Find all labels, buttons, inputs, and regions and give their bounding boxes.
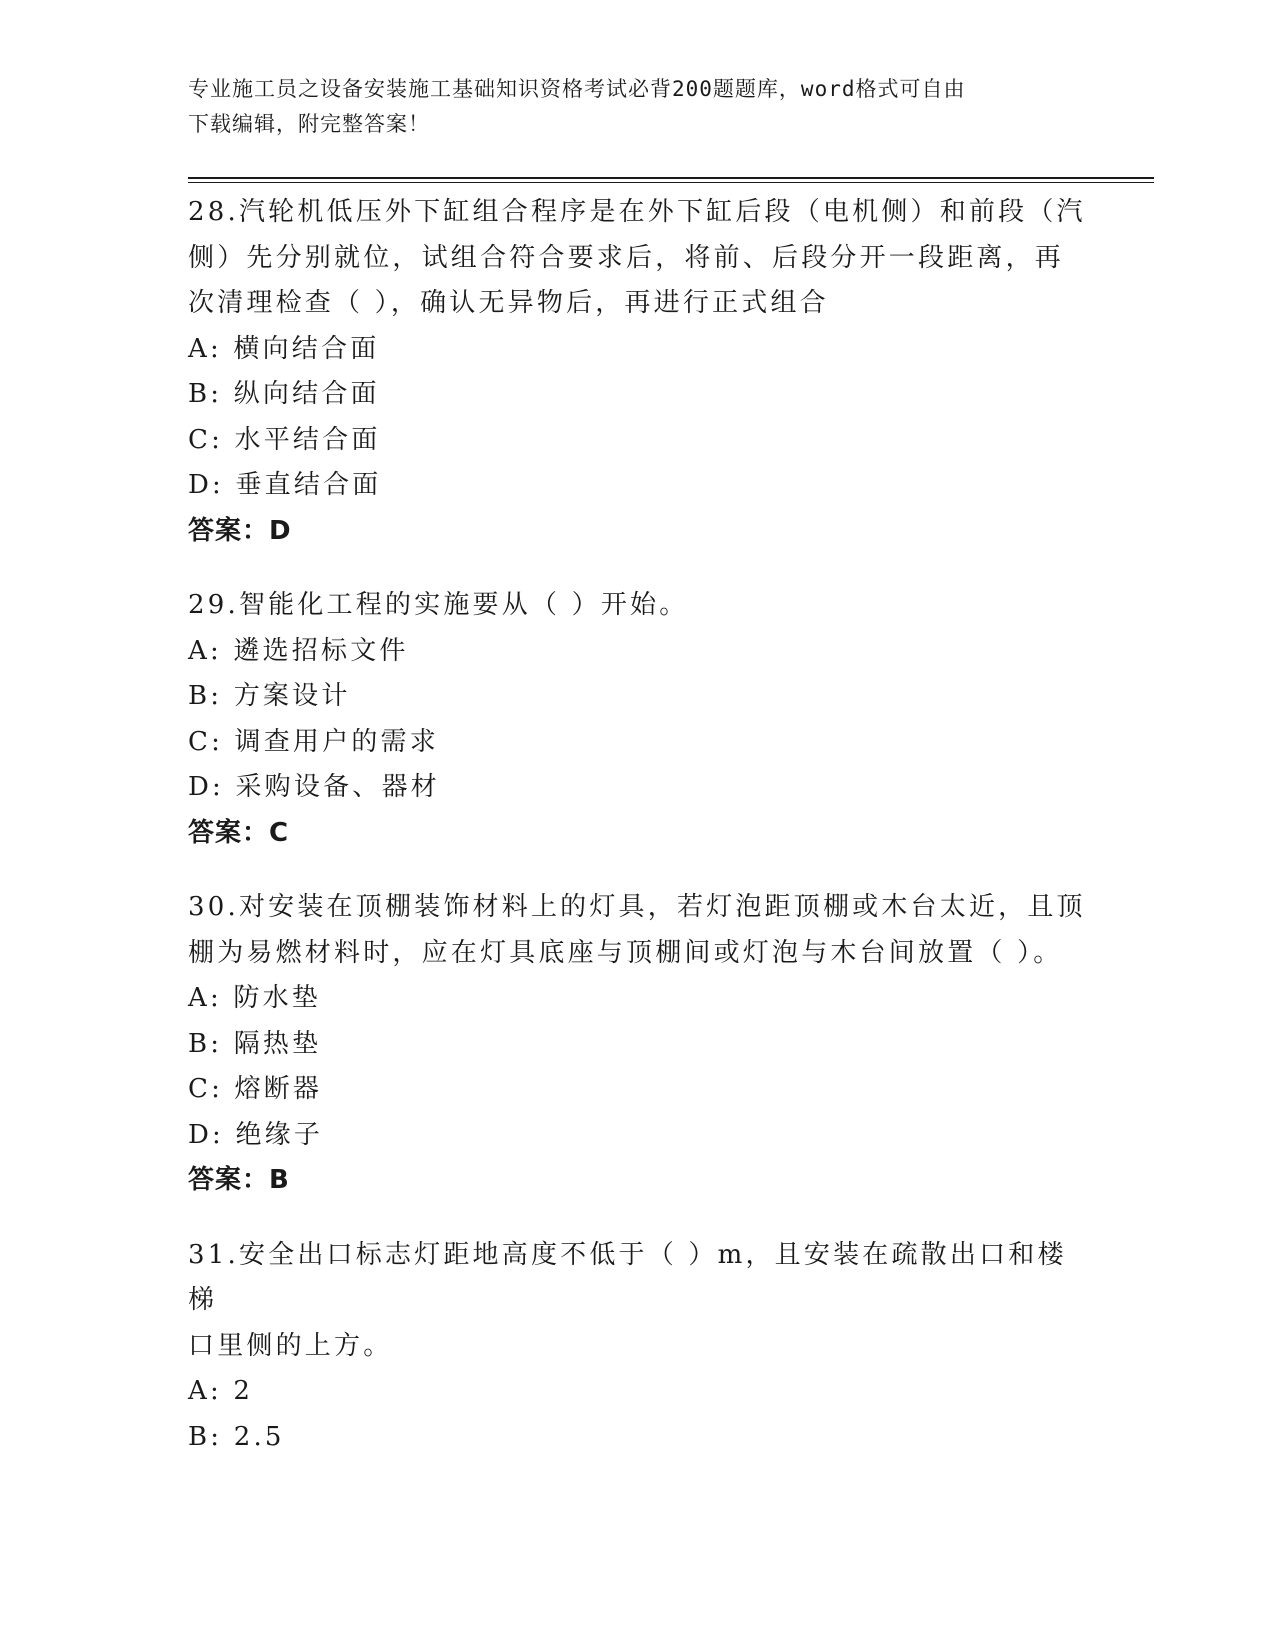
option-a: A: 2 — [188, 1376, 254, 1406]
option-b: B: 隔热垫 — [188, 1028, 322, 1059]
question-list — [188, 190, 1088, 1489]
answer-label: 答案：C — [188, 817, 290, 848]
option-c: C: 调查用户的需求 — [188, 726, 439, 757]
option-b: B: 纵向结合面 — [188, 379, 380, 409]
question-stem — [188, 583, 1088, 629]
header-divider-thin — [188, 182, 1154, 183]
stem-line: 口里侧的上方。 — [188, 1330, 393, 1361]
answer-label: 答案：B — [188, 1165, 290, 1195]
question-stem — [188, 885, 1088, 976]
option-b: B: 2.5 — [188, 1421, 285, 1452]
header-line-1: 专业施工员之设备安装施工基础知识资格考试必背200题题库，word格式可自由 — [188, 77, 966, 101]
stem-line: 30.对安装在顶棚装饰材料上的灯具，若灯泡距顶棚或木台太近，且顶 — [188, 892, 1086, 922]
stem-line: 28.汽轮机低压外下缸组合程序是在外下缸后段（电机侧）和前段（汽 — [188, 197, 1086, 227]
option-a: A: 横向结合面 — [188, 333, 380, 364]
question-stem — [188, 1233, 1088, 1370]
question-31 — [188, 1233, 1088, 1461]
option-c: C: 水平结合面 — [188, 424, 381, 455]
option-c: C: 熔断器 — [188, 1074, 323, 1104]
question-28 — [188, 190, 1088, 554]
header-divider-thick — [188, 177, 1154, 179]
question-stem — [188, 190, 1088, 327]
question-29 — [188, 583, 1088, 856]
option-b: B: 方案设计 — [188, 681, 351, 711]
option-d: D: 采购设备、器材 — [188, 772, 440, 802]
answer-label: 答案：D — [188, 515, 292, 546]
question-30 — [188, 885, 1088, 1204]
stem-line: 次清理检查（ ），确认无异物后，再进行正式组合 — [188, 288, 829, 318]
option-d: D: 绝缘子 — [188, 1119, 324, 1150]
option-d: D: 垂直结合面 — [188, 470, 382, 500]
stem-line: 侧）先分别就位，试组合符合要求后，将前、后段分开一段距离，再 — [188, 242, 1065, 273]
stem-line: 31.安全出口标志灯距地高度不低于（ ）m，且安装在疏散出口和楼梯 — [188, 1239, 1067, 1315]
stem-line: 29.智能化工程的实施要从（ ）开始。 — [188, 590, 689, 620]
stem-line: 棚为易燃材料时，应在灯具底座与顶棚间或灯泡与木台间放置（ ）。 — [188, 937, 1063, 968]
option-a: A: 遴选招标文件 — [188, 635, 409, 666]
header-line-2: 下载编辑，附完整答案！ — [188, 112, 430, 136]
option-a: A: 防水垫 — [188, 983, 322, 1013]
document-header — [188, 72, 1078, 142]
